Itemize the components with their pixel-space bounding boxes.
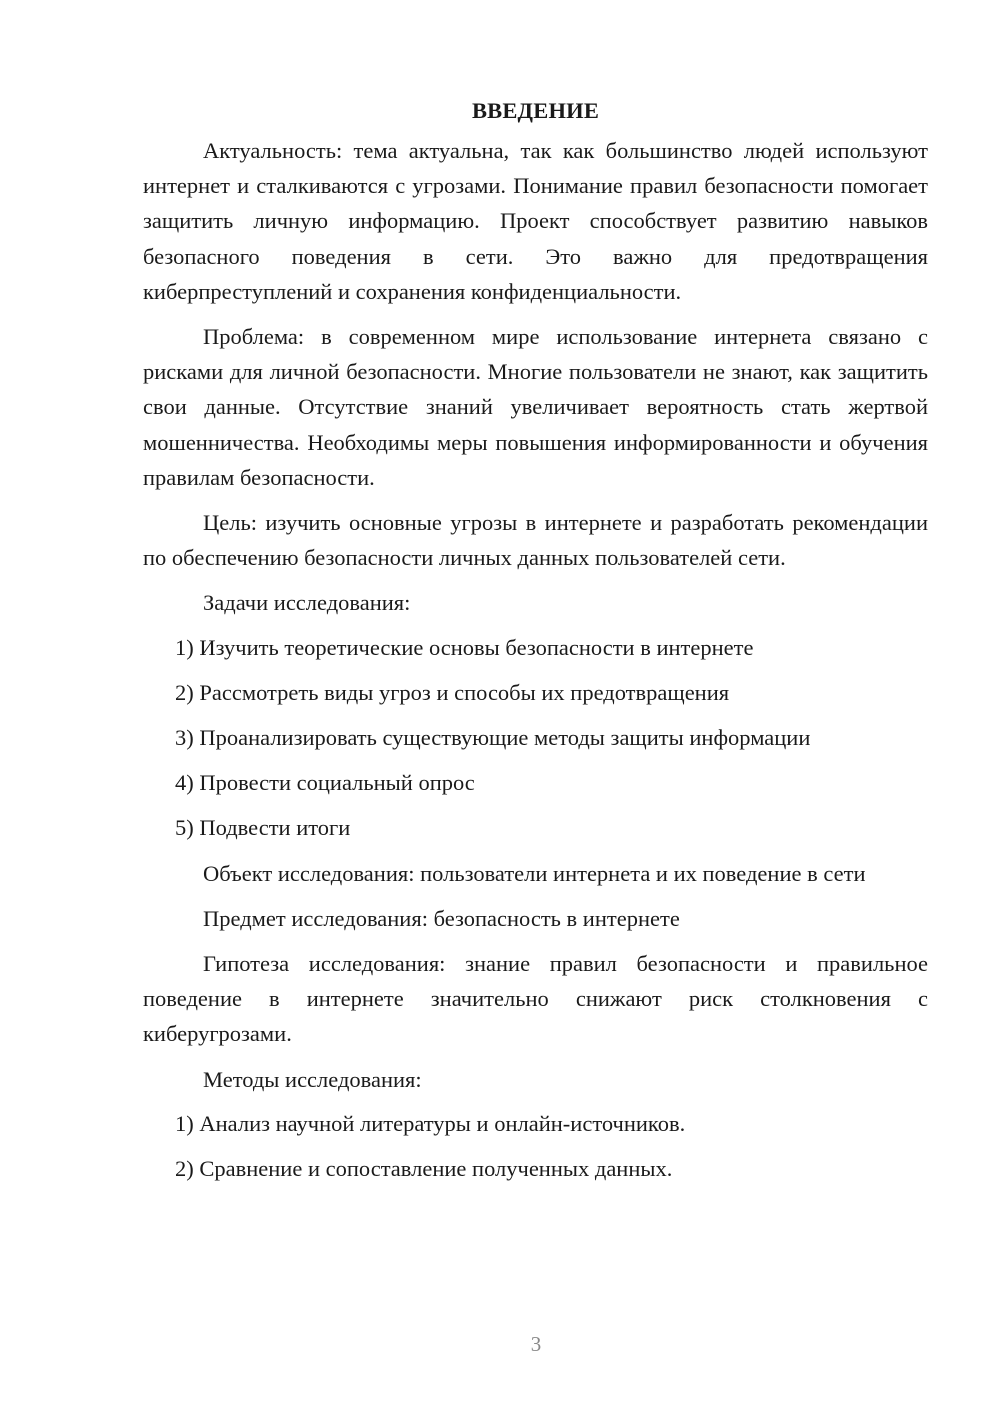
task-item: 2) Рассмотреть виды угроз и способы их предотвращения	[175, 679, 730, 705]
page-number: 3	[530, 1332, 542, 1356]
task-item: 5) Подвести итоги	[175, 815, 351, 841]
methods-label: Методы исследования:	[203, 1066, 422, 1092]
task-item: 3) Проанализировать существующие методы защиты информации	[175, 725, 811, 751]
subject-paragraph: Предмет исследования: безопасность в интернете	[203, 905, 680, 931]
page-content	[143, 95, 928, 1196]
task-item: 1) Изучить теоретические основы безопасности в интернете	[175, 634, 754, 660]
method-item: 2) Сравнение и сопоставление полученных данных.	[175, 1156, 673, 1182]
method-item: 1) Анализ научной литературы и онлайн-источников.	[175, 1110, 686, 1136]
problem-paragraph: Проблема: в современном мире использование интернета связано с рисками для личной безопасности. Многие пользователи не знают, как защитить свои данные. Отсутствие знаний увеличивает вероятность стать жертвой мошенничества. Необходимы меры повышения информированности и обучения правилам безопасности.	[143, 324, 928, 490]
tasks-label: Задачи исследования:	[203, 590, 411, 616]
section-heading: ВВЕДЕНИЕ	[471, 98, 600, 123]
hypothesis-paragraph: Гипотеза исследования: знание правил безопасности и правильное поведение в интернете значительно снижают риск столкновения с киберугрозами.	[143, 951, 928, 1047]
relevance-paragraph: Актуальность: тема актуальна, так как большинство людей используют интернет и сталкиваются с угрозами. Понимание правил безопасности помогает защитить личную информацию. Проект способствует развитию навыков безопасного поведения в сети. Это важно для предотвращения киберпреступлений и сохранения конфиденциальности.	[143, 138, 928, 304]
goal-paragraph: Цель: изучить основные угрозы в интернете и разработать рекомендации по обеспечению безопасности личных данных пользователей сети.	[143, 510, 928, 571]
object-paragraph: Объект исследования: пользователи интернета и их поведение в сети	[203, 860, 866, 886]
task-item: 4) Провести социальный опрос	[175, 770, 475, 796]
